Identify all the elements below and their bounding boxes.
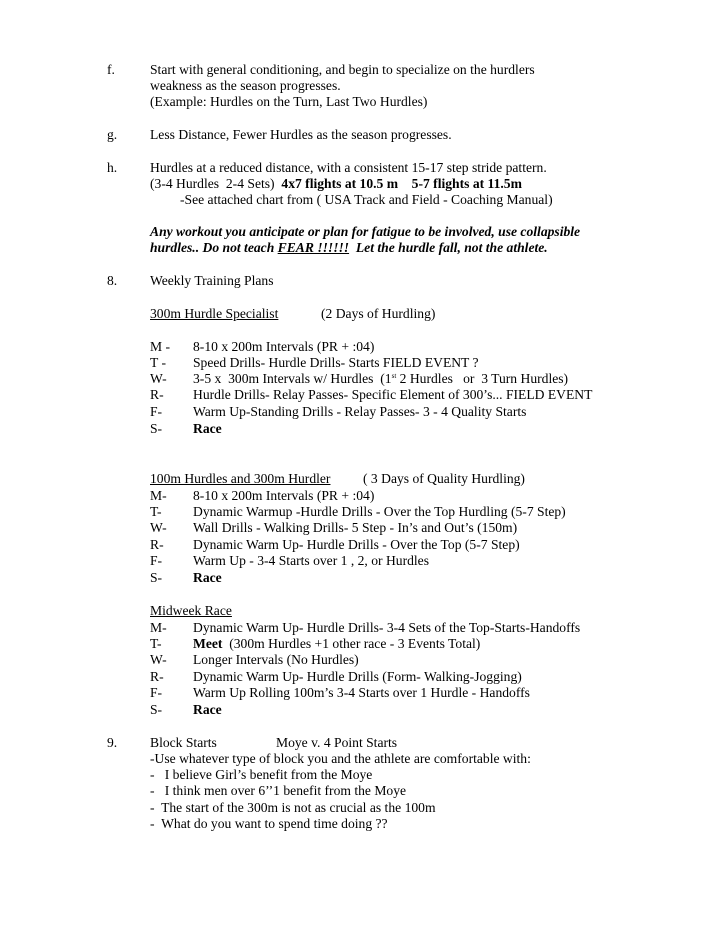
plan-3-day: S- <box>150 702 163 717</box>
section-9-title: Block Starts <box>150 735 217 750</box>
plan-2-day: T- <box>150 504 162 519</box>
plan-1-wed-b: 2 Hurdles or 3 Turn Hurdles) <box>396 371 569 386</box>
plan-2-day-text: Wall Drills - Walking Drills- 5 Step - In’s and Out’s (150m) <box>193 520 518 535</box>
plan-2-day: F- <box>150 553 163 568</box>
ordinal-suffix: st <box>391 372 397 380</box>
section-g-label: g. <box>107 127 118 142</box>
section-8-title: Weekly Training Plans <box>150 273 274 288</box>
plan-2-day-text: Dynamic Warmup -Hurdle Drills - Over the Top Hurdling (5-7 Step) <box>193 504 566 519</box>
plan-3-day-text: Longer Intervals (No Hurdles) <box>193 652 359 667</box>
plan-2-note: ( 3 Days of Quality Hurdling) <box>363 471 525 486</box>
section-h-line-2-bold: 4x7 flights at 10.5 m 5-7 flights at 11.5m <box>281 176 522 191</box>
plan-2-day-text: 8-10 x 200m Intervals (PR + :04) <box>193 488 375 503</box>
plan-1-day-text: Speed Drills- Hurdle Drills- Starts FIELD EVENT ? <box>193 355 479 370</box>
plan-1-day: S- <box>150 421 163 436</box>
fatigue-warning-a: hurdles.. Do not teach <box>150 240 278 255</box>
plan-1-day: M - <box>150 339 171 354</box>
section-9-line: - The start of the 300m is not as crucial as the 100m <box>150 800 436 815</box>
fatigue-warning-line-1: Any workout you anticipate or plan for fatigue to be involved, use collapsible <box>150 224 581 239</box>
plan-2-day-text: Race <box>193 570 222 585</box>
plan-3-day: R- <box>150 669 164 684</box>
section-g-line-1: Less Distance, Fewer Hurdles as the season progresses. <box>150 127 452 142</box>
section-9-label: 9. <box>107 735 118 750</box>
section-9-line: - What do you want to spend time doing ?? <box>150 816 388 831</box>
section-f-label: f. <box>107 62 115 77</box>
section-f-line-1: Start with general conditioning, and begin to specialize on the hurdlers <box>150 62 535 77</box>
plan-3-day-text: Race <box>193 702 222 717</box>
fatigue-warning-line-2 <box>150 240 548 257</box>
plan-2-heading: 100m Hurdles and 300m Hurdler <box>150 471 331 486</box>
plan-3-day-text <box>193 636 480 653</box>
plan-1-day-text: 8-10 x 200m Intervals (PR + :04) <box>193 339 375 354</box>
plan-3-day: F- <box>150 685 163 700</box>
meet-detail: (300m Hurdles +1 other race - 3 Events Total) <box>222 636 481 651</box>
plan-1-day: R- <box>150 387 164 402</box>
fear-emphasis: FEAR !!!!!! <box>277 240 350 255</box>
section-9-line: - I think men over 6’’1 benefit from the Moye <box>150 783 407 798</box>
plan-2-day-text: Warm Up - 3-4 Starts over 1 , 2, or Hurdles <box>193 553 429 568</box>
plan-1-day: F- <box>150 404 163 419</box>
section-9-subtitle: Moye v. 4 Point Starts <box>276 735 398 750</box>
plan-1-day-text <box>193 371 568 388</box>
plan-1-wed-a: 3-5 x 300m Intervals w/ Hurdles (1 <box>193 371 392 386</box>
plan-3-day-text: Warm Up Rolling 100m’s 3-4 Starts over 1 Hurdle - Handoffs <box>193 685 530 700</box>
plan-1-day: W- <box>150 371 167 386</box>
section-9-line: - I believe Girl’s benefit from the Moye <box>150 767 373 782</box>
plan-3-day: M- <box>150 620 167 635</box>
section-h-line-3: -See attached chart from ( USA Track and Field - Coaching Manual) <box>180 192 553 207</box>
section-8-label: 8. <box>107 273 118 288</box>
plan-2-day-text: Dynamic Warm Up- Hurdle Drills - Over the Top (5-7 Step) <box>193 537 520 552</box>
plan-1-heading: 300m Hurdle Specialist <box>150 306 279 321</box>
meet-label: Meet <box>193 636 223 651</box>
plan-3-day-text: Dynamic Warm Up- Hurdle Drills- 3-4 Sets of the Top-Starts-Handoffs <box>193 620 581 635</box>
section-h-line-1: Hurdles at a reduced distance, with a consistent 15-17 step stride pattern. <box>150 160 547 175</box>
plan-3-day: T- <box>150 636 162 651</box>
section-h-line-2-plain: (3-4 Hurdles 2-4 Sets) <box>150 176 282 191</box>
plan-2-day: S- <box>150 570 163 585</box>
plan-1-day-text: Warm Up-Standing Drills - Relay Passes- 3 - 4 Quality Starts <box>193 404 527 419</box>
plan-2-day: M- <box>150 488 167 503</box>
section-h-line-2 <box>150 176 522 193</box>
plan-3-heading: Midweek Race <box>150 603 232 618</box>
plan-2-day: W- <box>150 520 167 535</box>
section-f-line-3: (Example: Hurdles on the Turn, Last Two Hurdles) <box>150 94 428 109</box>
plan-1-day: T - <box>150 355 166 370</box>
plan-1-day-text: Race <box>193 421 222 436</box>
fatigue-warning-c: Let the hurdle fall, not the athlete. <box>349 240 548 255</box>
plan-2-day: R- <box>150 537 164 552</box>
plan-1-note: (2 Days of Hurdling) <box>321 306 436 321</box>
section-9-line: -Use whatever type of block you and the athlete are comfortable with: <box>150 751 531 766</box>
plan-3-day: W- <box>150 652 167 667</box>
plan-3-day-text: Dynamic Warm Up- Hurdle Drills (Form- Walking-Jogging) <box>193 669 522 684</box>
section-f-line-2: weakness as the season progresses. <box>150 78 341 93</box>
plan-1-day-text: Hurdle Drills- Relay Passes- Specific Element of 300’s... FIELD EVENT <box>193 387 593 402</box>
section-h-label: h. <box>107 160 118 175</box>
